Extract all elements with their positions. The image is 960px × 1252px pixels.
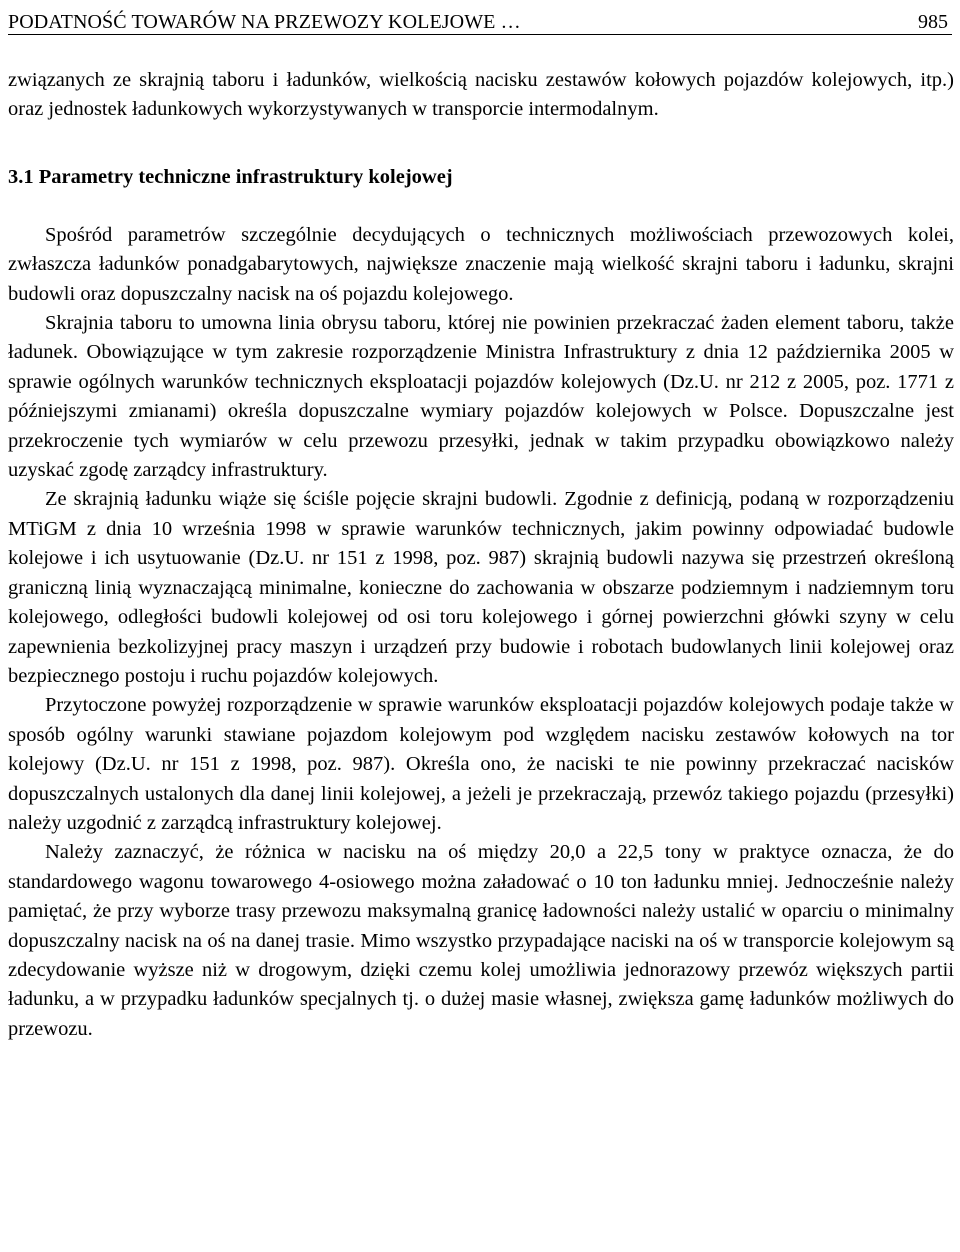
- section-heading: 3.1 Parametry techniczne infrastruktury kolejowej: [8, 165, 453, 188]
- body-paragraph-2: Skrajnia taboru to umowna linia obrysu taboru, której nie powinien przekraczać żaden element taboru, także ładunek. Obowiązujące w tym zakresie rozporządzenie Ministra Infrastruktury z dnia 12 października 2005 w sprawie ogólnych warunków technicznych eksploatacji pojazdów kolejowych (Dz.U. nr 212 z 2005, poz. 1771 z późniejszymi zmianami) określa dopuszczalne wymiary pojazdów kolejowych w Polsce. Dopuszczalne jest przekroczenie tych wymiarów w celu przewozu przesyłki, jednak w takim przypadku obowiązkowo należy uzyskać zgodę zarządcy infrastruktury.: [8, 312, 954, 482]
- body-paragraph-5: Należy zaznaczyć, że różnica w nacisku na oś między 20,0 a 22,5 tony w praktyce oznacza, że do standardowego wagonu towarowego 4-osiowego można załadować o 10 ton ładunku mniej. Jednocześnie należy pamiętać, że przy wyborze trasy przewozu maksymalną granicę ładowności należy ustalić w oparciu o minimalny dopuszczalny nacisk na oś na danej trasie. Mimo wszystko przypadające naciski na oś w transporcie kolejowym są zdecydowanie wyższe niż w drogowym, dzięki czemu kolej umożliwia jednorazowy przewóz większych partii ładunku, a w przypadku ładunków specjalnych tj. o dużej masie własnej, zwiększa gamę ładunków możliwych do przewozu.: [8, 841, 954, 1040]
- intro-paragraph: związanych ze skrajnią taboru i ładunków, wielkością nacisku zestawów kołowych pojazdów kolejowych, itp.) oraz jednostek ładunkowych wykorzystywanych w transporcie intermodalnym.: [8, 69, 954, 121]
- page-number: 985: [918, 11, 948, 33]
- body-paragraph-3: Ze skrajnią ładunku wiąże się ściśle pojęcie skrajni budowli. Zgodnie z definicją, podaną w rozporządzeniu MTiGM z dnia 10 września 1998 w sprawie warunków technicznych, jakim powinny odpowiadać budowle kolejowe i ich usytuowanie (Dz.U. nr 151 z 1998, poz. 987) skrajnią budowli nazywa się przestrzeń określoną graniczną linią wyznaczającą minimalne, konieczne do zachowania w obszarze podziemnym i nadziemnym toru kolejowego, odległości budowli kolejowej od osi toru kolejowego i górnej powierzchni główki szyny w celu zapewnienia bezkolizyjnej pracy maszyn i urządzeń przy budowie i robotach budowlanych linii kolejowej oraz bezpiecznego postoju i ruchu pojazdów kolejowych.: [8, 488, 954, 687]
- body-paragraph-4: Przytoczone powyżej rozporządzenie w sprawie warunków eksploatacji pojazdów kolejowych podaje także w sposób ogólny warunki stawiane pojazdom kolejowym pod względem nacisku zestawów kołowych na tor kolejowy (Dz.U. nr 151 z 1998, poz. 987). Określa ono, że naciski te nie powinny przekraczać nacisków dopuszczalnych ustalonych dla danej linii kolejowej, a jeżeli je przekraczają, przewóz takiego pojazdu (przesyłki) należy uzgodnić z zarządcą infrastruktury kolejowej.: [8, 694, 954, 834]
- page-body: [8, 66, 954, 1044]
- running-header-title: PODATNOŚĆ TOWARÓW NA PRZEWOZY KOLEJOWE …: [8, 11, 521, 33]
- running-header: [8, 6, 952, 35]
- body-paragraph-1: Spośród parametrów szczególnie decydujących o technicznych możliwościach przewozowych kolei, zwłaszcza ładunków ponadgabarytowych, największe znaczenie mają wielkość skrajni taboru i ładunku, skrajni budowli oraz dopuszczalny nacisk na oś pojazdu kolejowego.: [8, 223, 954, 305]
